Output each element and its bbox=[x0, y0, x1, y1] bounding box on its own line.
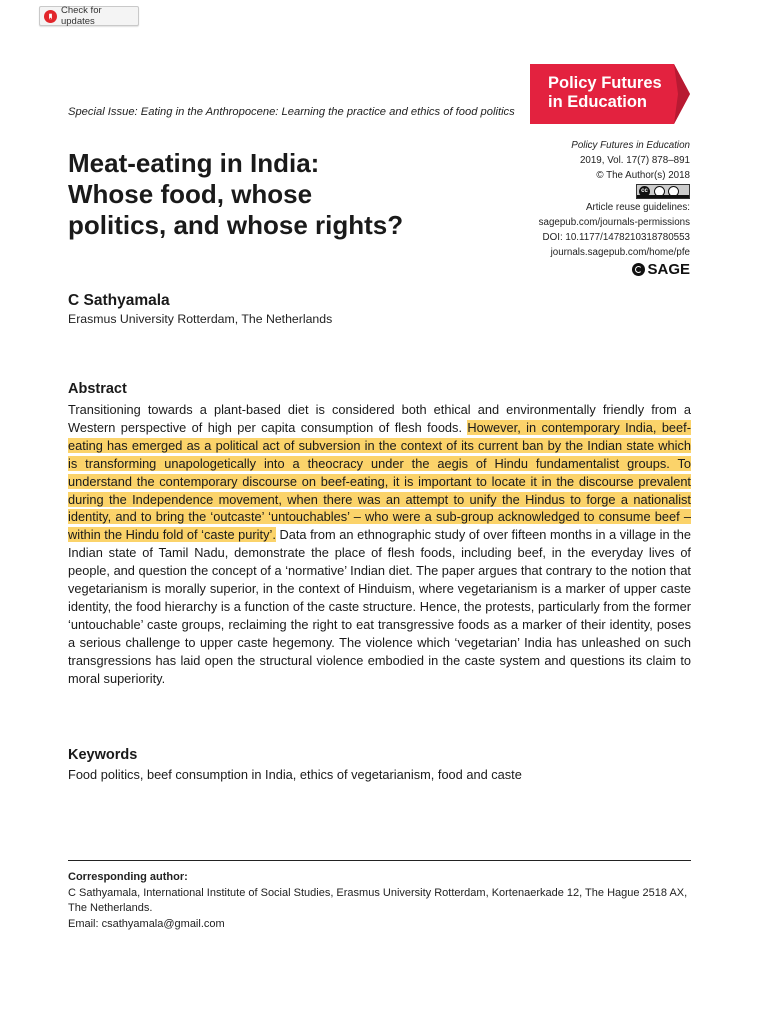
footnote-divider bbox=[68, 860, 691, 861]
crossmark-icon bbox=[44, 10, 57, 23]
meta-homepage-link[interactable]: journals.sagepub.com/home/pfe bbox=[550, 247, 690, 258]
special-issue-line: Special Issue: Eating in the Anthropocene: Learning the practice and ethics of food politics bbox=[68, 106, 515, 118]
corresponding-email[interactable]: Email: csathyamala@gmail.com bbox=[68, 917, 225, 930]
corresponding-label: Corresponding author: bbox=[68, 871, 188, 883]
author-affiliation: Erasmus University Rotterdam, The Netherlands bbox=[68, 312, 333, 326]
meta-journal: Policy Futures in Education bbox=[571, 140, 690, 151]
meta-doi[interactable]: DOI: 10.1177/1478210318780553 bbox=[542, 232, 690, 243]
meta-volume: 2019, Vol. 17(7) 878–891 bbox=[579, 155, 690, 166]
keywords-heading: Keywords bbox=[68, 747, 138, 763]
sage-logo bbox=[632, 262, 690, 277]
sage-wordmark: SAGE bbox=[647, 261, 690, 278]
corresponding-author-block bbox=[68, 870, 696, 932]
check-for-updates-button[interactable] bbox=[39, 6, 139, 26]
abstract-text-after: Data from an ethnographic study of over fifteen months in a village in the Indian state of Tamil Nadu, demonstrate the place of flesh foods, including beef, in the everyday lives of people, and question the concept of a ‘normative’ Indian diet. The paper argues that contrary to the notion that vegetarianism is morally superior, in the context of Hinduism, where vegetarianism is a marker of upper caste identity, the food hierarchy is a function of the caste structure. Hence, the protests, particularly from the former ‘untouchable’ caste groups, reclaiming the right to eat transgressive foods as a marker of their identity, poses a serious challenge to upper caste hegemony. The violence which ‘vegetarian’ India has unleashed on such transgressions has laid open the structural violence embodied in the caste system and questions its claim to moral superiority. bbox=[68, 527, 691, 686]
corresponding-address: C Sathyamala, International Institute of Social Studies, Erasmus University Rotterdam, Kortenaerkade 12, The Hague 2518 AX, The Netherlands. bbox=[68, 886, 688, 914]
keywords-text: Food politics, beef consumption in India, ethics of vegetarianism, food and caste bbox=[68, 767, 522, 782]
meta-copyright: © The Author(s) 2018 bbox=[596, 170, 690, 181]
meta-permissions-link[interactable]: sagepub.com/journals-permissions bbox=[538, 217, 690, 228]
abstract-text-before: Transitioning towards a plant-based diet is considered both ethical and environmentally friendly from a Western perspective of high per capita consumption of flesh foods. bbox=[68, 402, 691, 435]
abstract-highlight: However, in contemporary India, beef-eating has emerged as a political act of subversion in the context of its current ban by the Indian state which is transforming unapologetically into a theocracy under the aegis of Hindu fundamentalist groups. To understand the contemporary discourse on beef-eating, it is important to locate it in the discourse prevalent during the Independence movement, when there was an attempt to unify the Hindus to forge a nationalist identity, and to bring the ‘outcaste’ ‘untouchables’ – who were a sub-group acknowledged to consume beef – within the Hindu fold of ‘caste purity’. bbox=[68, 419, 691, 543]
cc-by-nc-icon[interactable]: cc bbox=[636, 184, 690, 199]
abstract-body bbox=[68, 401, 691, 688]
title-line-3: politics, and whose rights? bbox=[68, 210, 404, 240]
article-title bbox=[68, 148, 488, 241]
banner-line-1: Policy Futures bbox=[548, 74, 662, 92]
meta-reuse: Article reuse guidelines: bbox=[585, 202, 690, 213]
article-meta bbox=[539, 138, 690, 281]
title-line-1: Meat-eating in India: bbox=[68, 148, 320, 178]
check-for-updates-label: Check for updates bbox=[60, 5, 102, 27]
journal-banner bbox=[530, 64, 690, 124]
title-line-2: Whose food, whose bbox=[68, 179, 313, 209]
abstract-heading: Abstract bbox=[68, 381, 127, 397]
banner-line-2: in Education bbox=[548, 93, 647, 111]
author-name: C Sathyamala bbox=[68, 292, 170, 309]
sage-mark-icon bbox=[632, 263, 645, 276]
